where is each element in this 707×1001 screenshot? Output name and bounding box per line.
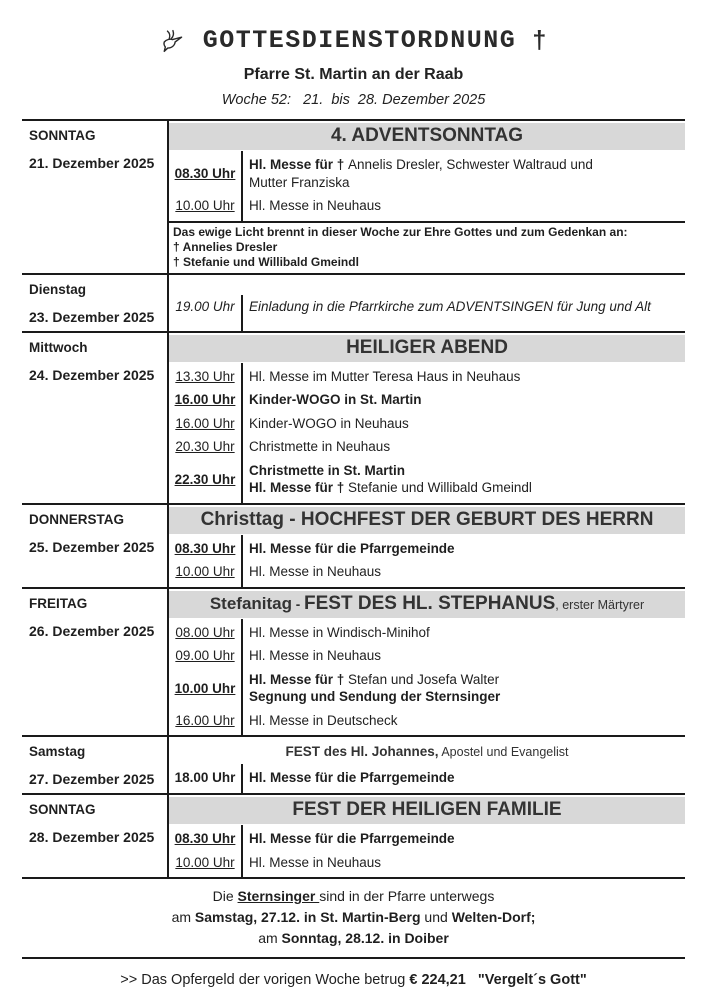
event-line	[249, 197, 685, 215]
event-line	[249, 854, 685, 872]
day-cell	[22, 589, 169, 736]
sternsinger-text: am	[171, 909, 195, 925]
section-dienstag-23	[22, 275, 685, 333]
event-line	[249, 156, 685, 174]
feast-banner-text: HEILIGER ABEND	[346, 336, 508, 358]
sternsinger-text: sind in der Pfarre unterwegs	[319, 888, 495, 904]
day-cell	[22, 737, 169, 793]
feast-banner-text: 4. ADVENTSONNTAG	[330, 125, 524, 146]
event-rows	[169, 151, 685, 221]
event-time: 18.00 Uhr	[174, 770, 236, 786]
note-line: Das ewige Licht brennt in dieser Woche zur Ehre Gottes und zum Gedenkan an:	[173, 224, 628, 239]
day-date: 21. Dezember 2025	[29, 155, 155, 171]
event-rows	[169, 764, 685, 793]
section-samstag-27	[22, 737, 685, 795]
event-row	[169, 194, 685, 218]
day-name: FREITAG	[29, 595, 88, 611]
event-text: Hl. Messe für die Pfarrgemeinde	[249, 540, 455, 556]
feast-banner-text: Stefanitag	[209, 593, 293, 613]
time-column-divider	[241, 825, 243, 877]
event-text: Annelis Dresler, Schwester Waltraud und	[348, 157, 593, 172]
event-text: Hl. Messe in Neuhaus	[249, 854, 382, 870]
event-time: 16.00 Uhr	[175, 712, 235, 728]
event-line	[249, 415, 685, 433]
day-name: Samstag	[29, 744, 86, 759]
event-time: 13.30 Uhr	[175, 368, 235, 384]
opfergeld-text: € 224,21	[409, 972, 466, 988]
sternsinger-text: Samstag, 27.12. in St. Martin-Berg	[194, 909, 421, 925]
event-row	[169, 388, 685, 412]
time-column-divider	[241, 295, 243, 331]
schedule-table	[22, 119, 685, 879]
sternsinger-line	[22, 907, 685, 928]
event-text: Segnung und Sendung der Sternsinger	[249, 689, 501, 704]
event-text: Christmette in St. Martin	[249, 462, 406, 478]
event-time: 08.30 Uhr	[174, 166, 236, 181]
event-row	[169, 709, 685, 733]
event-description	[241, 563, 685, 581]
cross-icon: †	[532, 26, 547, 54]
event-time: 22.30 Uhr	[174, 471, 236, 487]
opfergeld-text	[466, 972, 478, 988]
event-row	[169, 644, 685, 668]
event-row	[169, 365, 685, 389]
event-rows	[169, 619, 685, 736]
feast-banner-text: FEST des Hl. Johannes,	[285, 744, 439, 759]
event-line	[249, 174, 685, 192]
event-description	[241, 156, 685, 191]
feast-banner-text: -	[292, 596, 305, 612]
event-row	[169, 621, 685, 645]
events-cell	[169, 121, 685, 273]
feast-banner-text: Christtag - HOCHFEST DER GEBURT DES HERRN	[200, 508, 654, 530]
dove-icon	[161, 29, 187, 55]
events-cell	[169, 737, 685, 793]
event-description	[241, 540, 685, 558]
opfergeld-text: "Vergelt´s Gott"	[477, 972, 587, 988]
event-line	[249, 624, 685, 642]
event-text: Stefan und Josefa Walter	[348, 671, 500, 687]
section-mittwoch-24	[22, 333, 685, 505]
day-date: 25. Dezember 2025	[29, 538, 155, 555]
event-text: Kinder-WOGO in St. Martin	[249, 392, 422, 407]
sternsinger-text: Sonntag, 28.12. in Doiber	[281, 930, 449, 946]
feast-banner	[169, 739, 685, 763]
event-line	[249, 540, 685, 558]
feast-banner-text: Apostel und Evangelist	[438, 745, 569, 759]
event-line	[249, 298, 685, 316]
feast-banner-text: FEST DES HL. STEPHANUS	[304, 592, 556, 614]
event-rows	[169, 535, 685, 587]
event-text: Mutter Franziska	[249, 174, 350, 190]
event-text: Hl. Messe für †	[249, 671, 349, 687]
event-row	[169, 537, 685, 561]
event-description	[241, 368, 685, 386]
events-cell	[169, 275, 685, 331]
day-name: Mittwoch	[29, 339, 88, 355]
event-row	[169, 560, 685, 584]
event-text: Hl. Messe in Neuhaus	[249, 564, 382, 579]
event-row	[169, 851, 685, 875]
event-time: 10.00 Uhr	[175, 564, 235, 580]
feast-banner	[169, 123, 685, 150]
event-line	[249, 479, 685, 497]
day-date: 24. Dezember 2025	[29, 366, 155, 383]
day-date: 26. Dezember 2025	[29, 622, 155, 639]
time-column-divider	[241, 535, 243, 587]
event-row	[169, 153, 685, 194]
feast-banner-text: erster Märtyrer	[562, 597, 645, 612]
event-description	[241, 647, 685, 665]
event-text: Hl. Messe in Windisch-Minihof	[249, 624, 430, 640]
event-time: 09.00 Uhr	[175, 648, 235, 664]
event-description	[241, 391, 685, 409]
week-range: Woche 52: 21. bis 28. Dezember 2025	[221, 92, 486, 108]
event-description	[241, 438, 685, 456]
event-description	[241, 830, 685, 848]
event-time: 19.00 Uhr	[175, 298, 235, 314]
time-column-divider	[241, 764, 243, 793]
event-line	[249, 712, 685, 730]
day-date: 27. Dezember 2025	[29, 771, 155, 787]
event-row	[169, 435, 685, 459]
event-text: Kinder-WOGO in Neuhaus	[249, 415, 409, 431]
feast-banner-text: ,	[555, 597, 563, 612]
event-description	[241, 415, 685, 433]
eternal-light-note	[169, 221, 685, 273]
event-time: 20.30 Uhr	[175, 439, 235, 455]
event-time: 16.00 Uhr	[175, 415, 235, 431]
event-time: 10.00 Uhr	[175, 854, 235, 870]
section-sonntag-28	[22, 795, 685, 879]
section-donnerstag-25	[22, 505, 685, 589]
events-cell	[169, 333, 685, 503]
document-header	[0, 0, 707, 108]
title-row	[0, 26, 707, 55]
event-time: 10.00 Uhr	[174, 680, 236, 696]
event-line	[249, 391, 685, 409]
event-description	[241, 462, 685, 497]
event-rows	[169, 825, 685, 877]
event-text: Stefanie und Willibald Gmeindl	[348, 480, 532, 495]
event-text: Hl. Messe für die Pfarrgemeinde	[249, 770, 455, 785]
event-line	[249, 671, 685, 689]
event-text: Einladung in die Pfarrkirche zum ADVENTSINGEN für Jung und Alt	[249, 298, 651, 314]
sternsinger-notice	[22, 879, 685, 957]
event-time: 10.00 Uhr	[175, 198, 235, 214]
event-rows	[169, 363, 685, 503]
sternsinger-text: Welten-Dorf;	[451, 909, 536, 925]
feast-banner	[169, 797, 685, 824]
sternsinger-text: am	[258, 930, 282, 946]
event-line	[249, 368, 685, 386]
feast-banner	[169, 507, 685, 534]
event-text: Hl. Messe für die Pfarrgemeinde	[249, 831, 455, 846]
feast-banner-text: FEST DER HEILIGEN FAMILIE	[292, 799, 562, 820]
day-cell	[22, 333, 169, 503]
event-text: Hl. Messe in Neuhaus	[249, 198, 382, 213]
page-title: GOTTESDIENSTORDNUNG	[202, 26, 517, 55]
sternsinger-line	[22, 886, 685, 907]
event-row	[169, 766, 685, 790]
events-cell	[169, 795, 685, 877]
event-time: 08.30 Uhr	[174, 831, 236, 847]
event-text: Hl. Messe für †	[249, 480, 349, 495]
sternsinger-text: Sternsinger	[237, 888, 320, 904]
day-date: 28. Dezember 2025	[29, 829, 155, 845]
day-name: SONNTAG	[29, 128, 96, 143]
sternsinger-text: Die	[212, 888, 238, 904]
note-line: † Annelies Dresler	[173, 239, 278, 254]
event-line	[249, 563, 685, 581]
event-description	[241, 769, 685, 787]
event-line	[249, 769, 685, 787]
opfergeld-notice	[22, 959, 685, 1001]
day-name: DONNERSTAG	[29, 511, 125, 527]
event-rows	[169, 275, 685, 331]
time-column-divider	[241, 151, 243, 221]
event-text: Hl. Messe für †	[249, 157, 349, 172]
event-description	[241, 671, 685, 706]
day-cell	[22, 795, 169, 877]
event-time: 08.00 Uhr	[175, 624, 235, 640]
event-line	[249, 688, 685, 706]
event-row	[169, 295, 685, 319]
feast-banner	[169, 591, 685, 618]
feast-banner	[169, 335, 685, 362]
day-name: Dienstag	[29, 281, 87, 297]
day-cell	[22, 121, 169, 273]
note-line: † Stefanie und Willibald Gmeindl	[173, 254, 359, 269]
event-line	[249, 647, 685, 665]
events-cell	[169, 505, 685, 587]
opfergeld-text: >> Das Opfergeld der vorigen Woche betrug	[120, 972, 410, 988]
sternsinger-text: und	[420, 909, 452, 925]
sternsinger-line	[22, 928, 685, 949]
event-line	[249, 462, 685, 480]
event-time: 16.00 Uhr	[174, 392, 236, 408]
day-cell	[22, 275, 169, 331]
event-row	[169, 668, 685, 709]
day-date: 23. Dezember 2025	[29, 308, 155, 325]
parish-name: Pfarre St. Martin an der Raab	[243, 66, 464, 83]
event-text: Christmette in Neuhaus	[249, 439, 391, 454]
section-sonntag-21	[22, 121, 685, 275]
time-column-divider	[241, 619, 243, 736]
event-line	[249, 438, 685, 456]
event-row	[169, 827, 685, 851]
time-column-divider	[241, 363, 243, 503]
event-description	[241, 854, 685, 872]
event-text: Hl. Messe in Deutscheck	[249, 712, 398, 728]
event-row	[169, 459, 685, 500]
day-cell	[22, 505, 169, 587]
event-description	[241, 624, 685, 642]
event-description	[241, 298, 685, 316]
event-description	[241, 197, 685, 215]
event-text: Hl. Messe in Neuhaus	[249, 648, 382, 663]
event-line	[249, 830, 685, 848]
event-description	[241, 712, 685, 730]
event-text: Hl. Messe im Mutter Teresa Haus in Neuhaus	[249, 368, 521, 384]
section-freitag-26	[22, 589, 685, 738]
event-row	[169, 412, 685, 436]
day-name: SONNTAG	[29, 802, 96, 817]
event-time: 08.30 Uhr	[174, 540, 236, 556]
events-cell	[169, 589, 685, 736]
